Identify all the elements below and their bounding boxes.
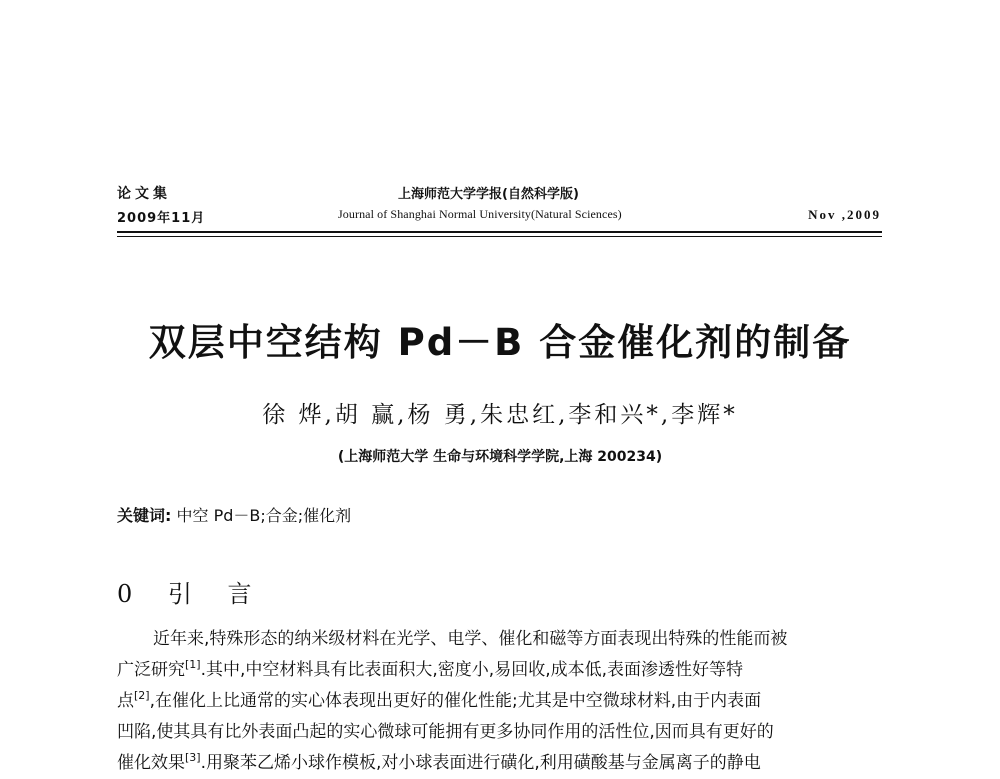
article-affiliation: (上海师范大学 生命与环境科学学院,上海 200234) <box>337 449 663 465</box>
body-line-2-start: 广泛研究 <box>117 660 185 680</box>
keywords-label: 关键词: <box>117 506 172 525</box>
header-rule-thick <box>117 231 882 233</box>
body-line-3 <box>117 686 884 717</box>
body-line-1: 近年来,特殊形态的纳米级材料在光学、电学、催化和磁等方面表现出特殊的性能而被 <box>153 629 788 649</box>
body-paragraph <box>117 624 884 779</box>
citation-2: [2] <box>134 689 150 702</box>
body-line-2 <box>117 655 884 686</box>
header-journal-cn: 上海师范大学学报(自然科学版) <box>398 187 579 202</box>
section-heading: 0 引 言 <box>117 580 266 608</box>
citation-1: [1] <box>185 658 201 671</box>
header-section-label: 论文集 <box>117 186 171 202</box>
article-authors: 徐 烨,胡 赢,杨 勇,朱忠红,李和兴*,李辉* <box>262 402 738 428</box>
header-journal-en: Journal of Shanghai Normal University(Natural Sciences) <box>338 207 622 221</box>
citation-3: [3] <box>185 751 201 764</box>
body-line-5 <box>117 748 884 779</box>
header-date: 2009年11月 <box>117 211 206 226</box>
header-date-en: Nov ,2009 <box>808 207 881 222</box>
keywords-list: 中空 Pd－B;合金;催化剂 <box>176 506 352 525</box>
body-line-5-end: .用聚苯乙烯小球作模板,对小球表面进行磺化,利用磺酸基与金属离子的静电 <box>200 753 761 773</box>
body-line-3-end: ,在催化上比通常的实心体表现出更好的催化性能;尤其是中空微球材料,由于内表面 <box>149 691 762 711</box>
body-line-2-end: .其中,中空材料具有比表面积大,密度小,易回收,成本低,表面渗透性好等特 <box>200 660 744 680</box>
body-line-5-start: 催化效果 <box>117 753 185 773</box>
article-title: 双层中空结构 Pd－B 合金催化剂的制备 <box>148 321 852 364</box>
keywords-line <box>117 503 351 526</box>
body-line-3-start: 点 <box>117 691 134 711</box>
header-rule-thin <box>117 236 882 237</box>
body-line-4: 凹陷,使其具有比外表面凸起的实心微球可能拥有更多协同作用的活性位,因而具有更好的 <box>117 722 774 742</box>
